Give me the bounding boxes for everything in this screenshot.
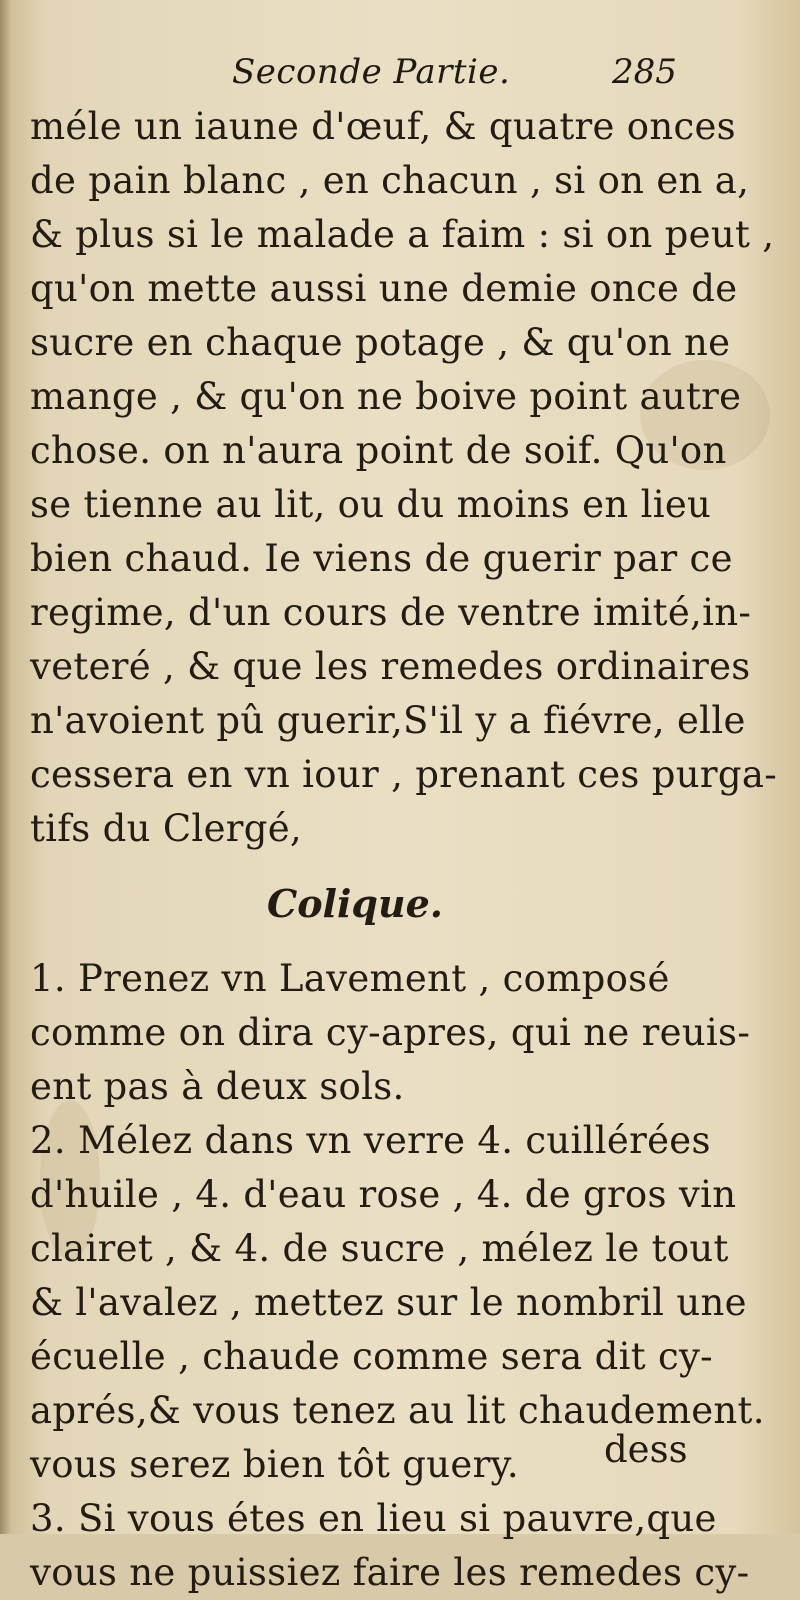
body-text: [30, 100, 778, 1600]
text-line: de pain blanc , en chacun , si on en a,: [30, 159, 750, 202]
section-heading: Colique.: [266, 881, 444, 926]
page-number: 285: [612, 52, 677, 92]
text-line: mange , & qu'on ne boive point autre: [30, 375, 742, 418]
text-line: se tienne au lit, ou du moins en lieu: [30, 483, 712, 526]
text-line: veteré , & que les remedes ordinaires: [30, 645, 751, 688]
text-line: bien chaud. Ie viens de guerir par ce: [30, 537, 733, 580]
text-line: qu'on mette aussi une demie once de: [30, 267, 738, 310]
text-line: regime, d'un cours de ventre imité,in-: [30, 591, 752, 634]
catchword: dess: [604, 1428, 688, 1471]
text-line: comme on dira cy-apres, qui ne reuis-: [30, 1011, 751, 1054]
running-head-title: Seconde Partie.: [232, 52, 511, 92]
text-line: tifs du Clergé,: [30, 807, 302, 850]
text-line: n'avoient pû guerir,S'il y a fiévre, elle: [30, 699, 746, 742]
text-line: écuelle , chaude comme sera dit cy-: [30, 1335, 713, 1378]
page-gutter-edge: [0, 0, 10, 1534]
text-line: d'huile , 4. d'eau rose , 4. de gros vin: [30, 1173, 737, 1216]
text-line: chose. on n'aura point de soif. Qu'on: [30, 429, 727, 472]
text-line: & plus si le malade a faim : si on peut ,: [30, 213, 775, 256]
text-line: 3. Si vous étes en lieu si pauvre,que: [30, 1497, 717, 1540]
text-line: aprés,& vous tenez au lit chaudement.: [30, 1389, 765, 1432]
text-line: méle un iaune d'œuf, & quatre onces: [30, 105, 736, 148]
text-line: sucre en chaque potage , & qu'on ne: [30, 321, 731, 364]
text-line: & l'avalez , mettez sur le nombril une: [30, 1281, 747, 1324]
running-head: [0, 52, 800, 102]
text-line: ent pas à deux sols.: [30, 1065, 405, 1108]
text-line: 1. Prenez vn Lavement , composé: [30, 957, 670, 1000]
text-line: clairet , & 4. de sucre , mélez le tout: [30, 1227, 729, 1270]
text-line: 2. Mélez dans vn verre 4. cuillérées: [30, 1119, 711, 1162]
text-line: vous serez bien tôt guery.: [30, 1443, 519, 1486]
text-line: vous ne puissiez faire les remedes cy-: [30, 1551, 750, 1594]
text-line: cessera en vn iour , prenant ces purga-: [30, 753, 778, 796]
